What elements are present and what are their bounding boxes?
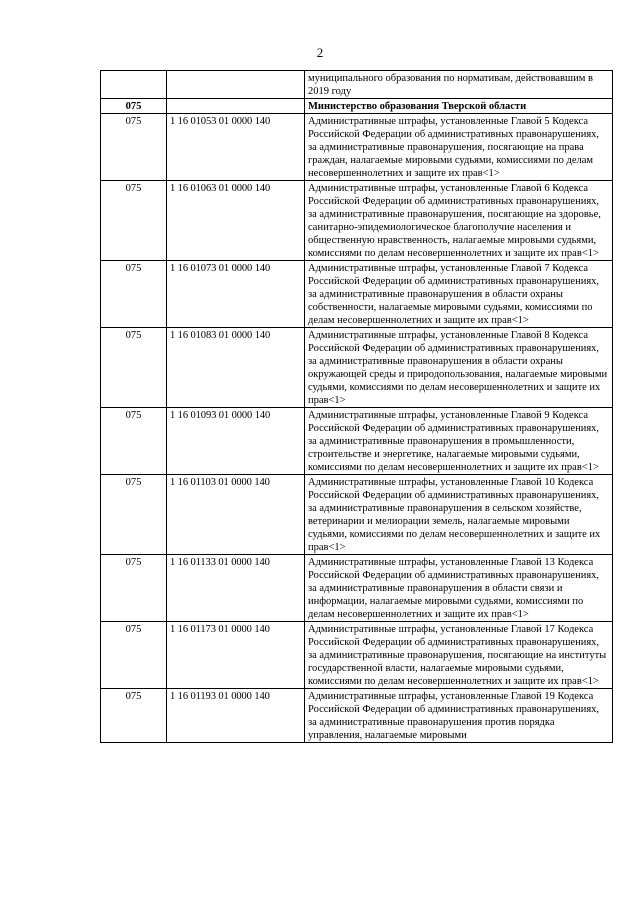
kbk-code-cell: 1 16 01193 01 0000 140 [167,689,305,743]
admin-code-cell: 075 [101,622,167,689]
revenue-name-cell: Административные штрафы, установленные Главой 17 Кодекса Российской Федерации об административных правонарушениях, за административные правонарушения, посягающие на институты государственной власти, налагаемые мировыми судьями, комиссиями по делам несовершеннолетних и защите их прав<1> [305,622,613,689]
admin-code-cell: 075 [101,475,167,555]
table-row [101,114,613,181]
ministry-name-cell: Министерство образования Тверской области [305,99,613,114]
kbk-code-cell: 1 16 01173 01 0000 140 [167,622,305,689]
table-row [101,689,613,743]
admin-code-cell: 075 [101,114,167,181]
page-number: 2 [316,45,324,60]
revenue-name-cell: Административные штрафы, установленные Главой 19 Кодекса Российской Федерации об административных правонарушениях, за административные правонарушения против порядка управления, налагаемые мировыми [305,689,613,743]
revenue-name-cell: Административные штрафы, установленные Главой 6 Кодекса Российской Федерации об административных правонарушениях, за административные правонарушения, посягающие на здоровье, санитарно-эпидемиологическое благополучие населения и общественную нравственность, налагаемые мировыми судьями, комиссиями по делам несовершеннолетних и защите их прав<1> [305,181,613,261]
revenue-name-cell: Административные штрафы, установленные Главой 13 Кодекса Российской Федерации об административных правонарушениях, за административные правонарушения в области связи и информации, налагаемые мировыми судьями, комиссиями по делам несовершеннолетних и защите их прав<1> [305,555,613,622]
revenue-name-cell: Административные штрафы, установленные Главой 8 Кодекса Российской Федерации об административных правонарушениях, за административные правонарушения в области охраны окружающей среды и природопользования, налагаемые мировыми судьями, комиссиями по делам несовершеннолетних и защите их прав<1> [305,328,613,408]
table-row-continuation [101,71,613,99]
revenue-name-cell: муниципального образования по нормативам, действовавшим в 2019 году [305,71,613,99]
table-row [101,408,613,475]
kbk-code-cell: 1 16 01073 01 0000 140 [167,261,305,328]
kbk-code-cell: 1 16 01093 01 0000 140 [167,408,305,475]
kbk-code-cell: 1 16 01083 01 0000 140 [167,328,305,408]
table-row [101,181,613,261]
revenue-name-cell: Административные штрафы, установленные Главой 9 Кодекса Российской Федерации об административных правонарушениях, за административные правонарушения в промышленности, строительстве и энергетике, налагаемые мировыми судьями, комиссиями по делам несовершеннолетних и защите их прав<1> [305,408,613,475]
admin-code-cell: 075 [101,555,167,622]
table-row [101,555,613,622]
admin-code-cell: 075 [101,99,167,114]
table-row [101,328,613,408]
admin-code-cell: 075 [101,181,167,261]
admin-code-cell: 075 [101,261,167,328]
revenue-name-cell: Административные штрафы, установленные Главой 10 Кодекса Российской Федерации об административных правонарушениях, за административные правонарушения в сельском хозяйстве, ветеринарии и мелиорации земель, налагаемые мировыми судьями, комиссиями по делам несовершеннолетних и защите их прав<1> [305,475,613,555]
table-row-ministry [101,99,613,114]
admin-code-cell: 075 [101,328,167,408]
revenue-codes-table [100,70,613,743]
kbk-code-cell [167,99,305,114]
revenue-name-cell: Административные штрафы, установленные Главой 7 Кодекса Российской Федерации об административных правонарушениях, за административные правонарушения в области охраны собственности, налагаемые мировыми судьями, комиссиями по делам несовершеннолетних и защите их прав<1> [305,261,613,328]
kbk-code-cell: 1 16 01063 01 0000 140 [167,181,305,261]
kbk-code-cell: 1 16 01133 01 0000 140 [167,555,305,622]
table-row [101,261,613,328]
table-row [101,475,613,555]
kbk-code-cell: 1 16 01103 01 0000 140 [167,475,305,555]
admin-code-cell: 075 [101,408,167,475]
kbk-code-cell: 1 16 01053 01 0000 140 [167,114,305,181]
admin-code-cell: 075 [101,689,167,743]
revenue-name-cell: Административные штрафы, установленные Главой 5 Кодекса Российской Федерации об административных правонарушениях, за административные правонарушения, посягающие на права граждан, налагаемые мировыми судьями, комиссиями по делам несовершеннолетних и защите их прав<1> [305,114,613,181]
admin-code-cell [101,71,167,99]
table-row [101,622,613,689]
kbk-code-cell [167,71,305,99]
